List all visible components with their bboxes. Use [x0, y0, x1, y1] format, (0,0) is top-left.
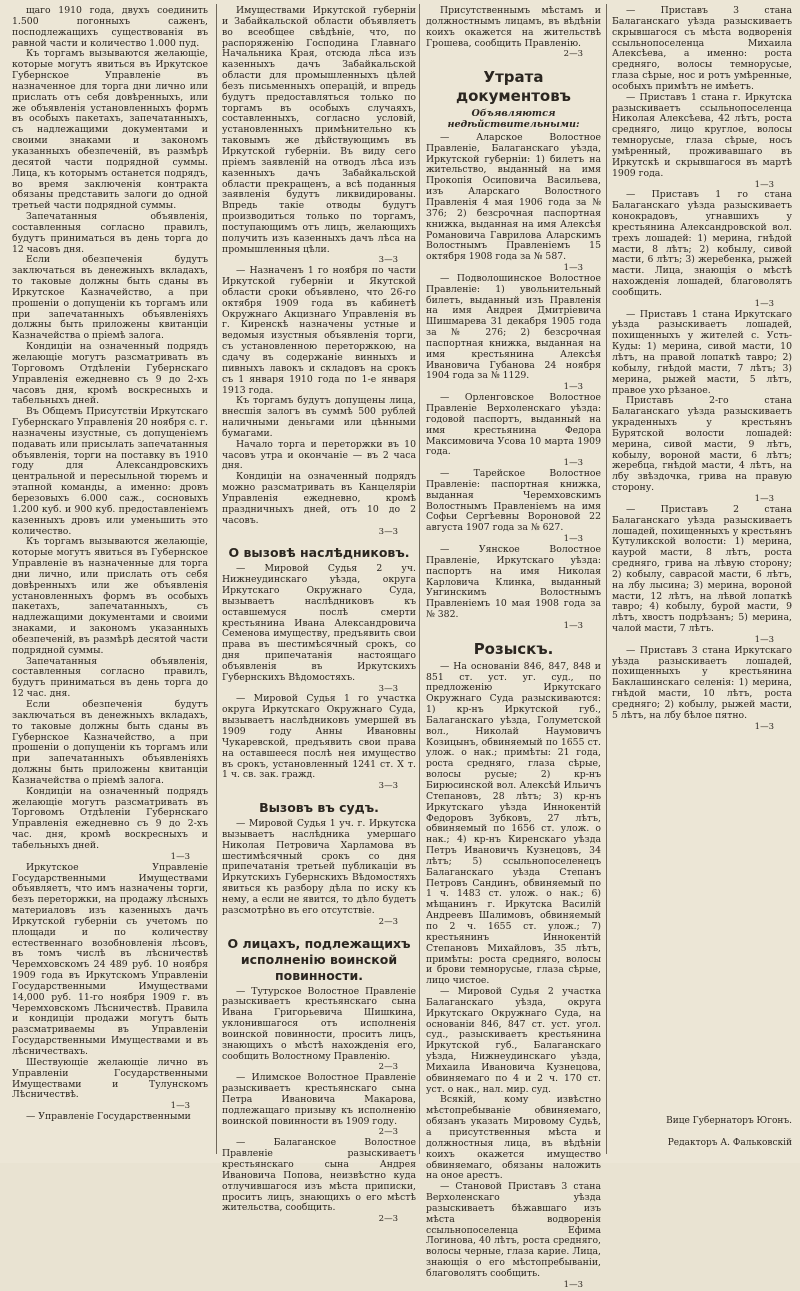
- paragraph: — Становой Приставъ 3 стана Верхоленскаго уѣзда разыскиваетъ бѣжавшаго изъ мѣста водворенія ссыльнопоселенца Ефима Логинова, 40 лѣтъ, роста средняго, волосы черные, глаза карие. Лица, знающія о его мѣстопребываніи, благоволятъ сообщить.: [426, 1181, 601, 1279]
- issue-marker: 1—3: [563, 1279, 583, 1290]
- column-2: [222, 5, 416, 1225]
- paragraph: Если обезпеченія будутъ заключаться въ денежныхъ вкладахъ, то таковые должны быть сданы въ Губернское Казначейство, а при прошеніи о допущеніи къ торгамъ или при запечатанныхъ объявленіяхъ должны быть приложены квитанціи Казначейства о пріемѣ залога.: [12, 699, 208, 786]
- paragraph: Кондиціи на означенный подрядъ желающіе могутъ разсматривать въ Торговомъ Отдѣленіи Губернскаго Управленія ежедневно съ 9 до 2-хъ часовъ дня, кромѣ воскресныхъ и табельныхъ дней.: [12, 341, 208, 407]
- paragraph: Кондиціи на означенный подрядъ можно разсматривать въ Канцеляріи Управленія ежедневно, кромѣ праздничныхъ дней, отъ 10 до 2 часовъ.: [222, 471, 416, 526]
- issue-marker: 1—3: [563, 382, 583, 393]
- paragraph: Запечатанныя объявленія, составленныя согласно правилъ, будутъ приниматься въ день торга до 12 часовъ дня.: [12, 211, 208, 255]
- vice-governor-signature: Вице Губернаторъ Югонъ.: [666, 1116, 792, 1126]
- section-heading-military-duty: О лицахъ, подлежащихъ исполненію воинской повинности.: [227, 935, 411, 983]
- paragraph: — На основаніи 846, 847, 848 и 851 ст. уст. уг. суд., по предложенію Иркутскаго Окружнаго Суда разыскиваются: 1) кр-нъ Иркутской губ., Балаганскаго уѣзда, Голуметской вол., Николай Наумовичъ Козицынъ, обвиняемый по 1655 ст. улож. о нак.; примѣты: 21 года, роста средняго, глаза сѣрые, волосы русые; 2) кр-нъ Бирюсинской вол. Алексѣй Ильичъ Степановъ, 28 лѣтъ; 3) кр-нъ Иркутскаго уѣзда Иннокентій Федоровъ Зубковъ, 27 лѣтъ, обвиняемый по 1656 ст. улож. о нак.; 4) кр-нъ Киренскаго уѣзда Петръ Ивановичъ Кузнецовъ, 34 лѣтъ; 5) ссыльнопоселенецъ Балаганскаго уѣзда Степанъ Петровъ Сандинъ, обвиняемый по 1 ч. 1483 ст. улож. о нак.; 6) мѣщанинъ г. Иркутска Василій Андреевъ Шалимовъ, обвиняемый по 2 ч. 1655 ст. улож.; 7) крестьянинъ Иннокентій Степановъ Михайловъ, 35 лѣтъ, примѣты: роста средняго, волосы и брови темнорусые, глаза сѣрые, лицо чистое.: [426, 660, 601, 987]
- issue-marker: 3—3: [378, 255, 398, 266]
- issue-marker: 3—3: [378, 781, 398, 792]
- paragraph: Если обезпеченія будутъ заключаться въ денежныхъ вкладахъ, то таковые должны быть сданы въ Иркутское Казначейство, а при прошеніи о допущеніи къ торгамъ или при запечатанныхъ объявленіяхъ должны быть приложены квитанціи Казначейства о пріемѣ залога.: [12, 254, 208, 342]
- issue-marker: 1—3: [754, 298, 774, 309]
- column-4: [612, 6, 792, 1086]
- issue-marker: 1—3: [754, 721, 774, 732]
- issue-marker: 2—3: [378, 916, 398, 927]
- paragraph: Къ торгамъ вызываются желающіе, которые могутъ явиться въ Иркутское Губернское Управленіе въ назначенное для торга дни лично или прислать отъ себя довѣренныхъ, или же объявленія установленныхъ формъ въ особыхъ пакетахъ, запечатанныхъ, съ надлежащими документами и своими знаками и закономъ указанныхъ обезпеченій, въ размѣрѣ десятой части подрядной суммы. Лица, къ которымъ останется подрядъ, во время заключенія контракта обязаны представить залоги до одной третьей части подрядной суммы.: [12, 48, 208, 212]
- paragraph: — Балаганское Волостное Правленіе разыскиваетъ крестьянскаго сына Андрея Ивановича Попова, неизвѣстно куда отлучившагося изъ мѣста приписки, проситъ лицъ, знающихъ о его мѣстѣ жительства, сообщить.: [222, 1137, 416, 1214]
- paragraph: — Тарейское Волостное Правленіе: паспортная книжка, выданная Черемховскимъ Волостнымъ Правленіемъ на имя Софьи Сергѣевны Вороновой 22 августа 1907 года за № 627.: [426, 468, 601, 534]
- paragraph: — Приставъ 1 стана Иркутскаго уѣзда разыскиваетъ лошадей, похищенныхъ у жителей с. Усть-Куды: 1) мерина, сивой масти, 10 лѣтъ, на правой лопаткѣ тавро; 2) кобылу, гнѣдой масти, 7 лѣтъ; 3) мерина, рыжей масти, 5 лѣтъ, правое ухо рѣзаное.: [612, 308, 792, 396]
- paragraph: щаго 1910 года, двухъ соединить 1.500 погонныхъ саженъ, посподлежащихъ существованія въ равной части и количество 1.000 пуд.: [12, 5, 208, 49]
- column-1: [12, 6, 208, 1158]
- paragraph: — Тутурское Волостное Правленіе разыскиваетъ крестьянскаго сына Ивана Григорьевича Шишкина, уклонившагося отъ исполненія воинской повинности, проситъ лицъ, знающихъ о мѣстѣ нахожденія его, сообщить Волостному Правленію.: [222, 985, 416, 1062]
- paragraph: Всякій, кому извѣстно мѣстопребываніе обвиняемаго, обязанъ указать Мировому Судьѣ, а присутственныя мѣста и должностныя лица, въ вѣдѣніи коихъ окажется имущество обвиняемаго, обязаны наложить на оное арестъ.: [426, 1094, 601, 1182]
- editor-signature: Редакторъ А. Фальковскій: [667, 1138, 792, 1148]
- paragraph: Къ торгамъ будутъ допущены лица, внесшія залогъ въ суммѣ 500 рублей наличными деньгами или цѣнными бумагами.: [222, 395, 416, 439]
- paragraph: Присутственнымъ мѣстамъ и должностнымъ лицамъ, въ вѣдѣніи коихъ окажется на жительствѣ Грошева, сообщить Правленію.: [426, 5, 601, 49]
- column-rule: [216, 4, 217, 1154]
- paragraph: Иркутское Управленіе Государственными Имуществами объявляетъ, что имъ назначены торги, безъ переторжки, на продажу лѣсныхъ материаловъ изъ казенныхъ дачъ Иркутской губерніи съ учетомъ по площади и по количеству естественнаго возобновленія лѣсовъ, въ томъ числѣ въ лѣсничествѣ Черемховскомъ 24 489 руб. 10 ноября 1909 года въ Иркутскомъ Управленіи Государственными Имуществами 14,000 руб. 11-го ноября 1909 г. въ Черемховскомъ Лѣсничествѣ. Правила и кондиціи продажи могутъ быть разсматриваемы въ Управленіи Государственными Имуществами и въ лѣсничествахъ.: [12, 861, 208, 1057]
- issue-marker: 2—3: [378, 1127, 398, 1138]
- paragraph: Шествующіе желающіе лично въ Управленіи Государственными Имуществами и Тулунскомъ Лѣсничествѣ.: [12, 1056, 208, 1101]
- issue-marker: 2—3: [563, 49, 583, 60]
- issue-marker: 1—3: [563, 620, 583, 631]
- paragraph: — Подволошинское Волостное Правленіе: 1) увольнительный билетъ, выданный изъ Правленія на имя Андрея Дмитріевича Шишмарева 31 декабря 1905 года за № 276; 2) безсрочная паспортная книжка, выданная на имя крестьянина Алексѣя Ивановича Губанова 24 ноября 1904 года за № 1129.: [426, 272, 601, 382]
- issue-marker: 1—3: [170, 851, 190, 862]
- paragraph: Къ торгамъ вызываются желающіе, которые могутъ явиться въ Губернское Управленіе въ назначенные для торга дни лично, или прислать отъ себя довѣренныхъ или же объявленія установленныхъ формъ въ особыхъ пакетахъ, запечатанныхъ, съ надлежащими документами и своими знаками, и закономъ указанныхъ обезпеченій, въ размѣрѣ десятой части подрядной суммы.: [12, 536, 208, 656]
- issue-marker: 1—3: [563, 263, 583, 274]
- paragraph: — Аларское Волостное Правленіе, Балаганскаго уѣзда, Иркутской губерніи: 1) билетъ на жительство, выданный на имя Прокопія Осиповича Васильева, изъ Аларскаго Волостного Правленія 4 мая 1906 года за № 376; 2) безсрочная паспортная книжка, выданная на имя Алексѣя Романовича Гаврилова Аларскимъ Волостнымъ Правленіемъ 15 октября 1908 года за № 587.: [426, 131, 601, 263]
- section-heading-court-summons: Вызовъ въ судъ.: [259, 800, 379, 816]
- issue-marker: 2—3: [378, 1062, 398, 1073]
- issue-marker: 1—3: [754, 634, 774, 645]
- issue-marker: 3—3: [378, 683, 398, 694]
- paragraph: — Управленіе Государственными: [26, 1111, 191, 1123]
- paragraph: Приставъ 2-го стана Балаганскаго уѣзда разыскиваетъ украденныхъ у крестьянъ Бурятской волости лошадей: мерина, сивой масти, 9 лѣтъ, кобылу, вороной масти, 6 лѣтъ; жеребца, гнѣдой масти, 4 лѣтъ, на лбу звѣздочка, грива на правую сторону.: [612, 395, 792, 494]
- paragraph: — Приставъ 3 стана Иркутскаго уѣзда разыскиваетъ лошадей, похищенныхъ у крестьянина Баклашинскаго селенія: 1) мерина, гнѣдой масти, 10 лѣтъ, роста средняго; 2) кобылу, рыжей масти, 5 лѣтъ, на лбу бѣлое пятно.: [612, 644, 792, 721]
- paragraph: — Приставъ 2 стана Балаганскаго уѣзда разыскиваетъ лошадей, похищенныхъ у крестьянъ Кутуликской волости: 1) мерина, каурой масти, 8 лѣтъ, роста средняго, грива на лѣвую сторону; 2) кобылу, саврасой масти, 6 лѣтъ, на лбу лысина; 3) мерина, вороной масти, 12 лѣтъ, на лѣвой лопаткѣ тавро; 4) кобылу, бурой масти, 9 лѣтъ, хвостъ подрѣзанъ; 5) мерина, чалой масти, 7 лѣтъ.: [612, 503, 792, 635]
- paragraph: — Приставъ 1 го стана Балаганскаго уѣзда разыскиваетъ конокрадовъ, угнавшихъ у крестьянина Александровской вол. трехъ лошадей: 1) мерина, гнѣдой масти, 8 лѣтъ; 2) кобылу, сивой масти, 6 лѣтъ; 3) жеребенка, рыжей масти. Лица, знающія о мѣстѣ нахожденія лошадей, благоволятъ сообщить.: [612, 189, 792, 298]
- paragraph: Имуществами Иркутской губерніи и Забайкальской области объявляетъ во всеобщее свѣдѣніе, что, по распоряженію Господина Главнаго Начальника Края, отсюда лѣса изъ казенныхъ дачъ Забайкальской области для промышленныхъ цѣлей безъ письменныхъ операцій, и впредь будутъ предоставляться только по торгамъ въ особыхъ случаяхъ, составленныхъ, согласно условій, установленныхъ примѣнительно къ таковымъ же дѣйствующимъ въ Иркутской губерніи. Въ виду сего пріемъ заявленій на отводъ лѣса изъ казенныхъ дачъ Забайкальской области прекращенъ, а всѣ поданныя заявленія будутъ ликвидированы. Впредь такіе отводы будутъ производиться только по торгамъ, поступающимъ отъ лицъ, желающихъ получить изъ казенныхъ дачъ лѣса на промышленныя цѣли.: [222, 5, 416, 255]
- paragraph: — Мировой Судья 2 уч. Нижнеудинскаго уѣзда, округа Иркутскаго Окружнаго Суда, вызываетъ наслѣдниковъ къ оставшемуся послѣ смерти крестьянина Ивана Александровича Семенова имуществу, предъявить свои права въ шестимѣсячный срокъ, со дня припечатанія настоящаго объявленія въ Иркутскихъ Губернскихъ Вѣдомостяхъ.: [222, 563, 416, 683]
- paragraph: Въ Общемъ Присутствіи Иркутскаго Губернскаго Управленія 20 ноября с. г. назначены изустные, съ допущеніемъ подавать или присылать запечатанныя объявленія, торги на поставку въ 1910 году для Александровскихъ центральной и пересыльной тюремъ и этапной команды, а именно: дровъ березовыхъ 6.000 саж., сосновыхъ 1.200 куб. и 900 куб. предоставленіемъ казенныхъ дровъ или уменьшить это количество.: [12, 406, 208, 537]
- issue-marker: 3—3: [378, 526, 398, 537]
- issue-marker: 1—3: [563, 458, 583, 469]
- paragraph: Кондиціи на означенный подрядъ желающіе могутъ разсматривать въ Торговомъ Отдѣленіи Губернскаго Управленія ежедневно съ 9 до 2-хъ час. дня, кромѣ воскресныхъ и табельныхъ дней.: [12, 785, 208, 851]
- issue-marker: 1—3: [170, 1101, 190, 1112]
- column-rule: [606, 4, 607, 1154]
- issue-marker: 2—3: [378, 1214, 398, 1225]
- issue-marker: 1—3: [754, 179, 774, 190]
- issue-marker: 1—3: [563, 534, 583, 545]
- column-rule: [419, 4, 420, 1154]
- paragraph: — Илимское Волостное Правленіе разыскиваетъ крестьянскаго сына Петра Ивановича Макарова, подлежащаго призыву къ исполненію воинской повинности въ 1909 году.: [222, 1072, 416, 1127]
- paragraph: — Орленговское Волостное Правленіе Верхоленскаго уѣзда: годовой паспортъ, выданный на имя крестьянина Федора Максимовича Усова 10 марта 1909 года.: [426, 392, 601, 458]
- paragraph: — Мировой Судья 1 го участка округа Иркутскаго Окружнаго Суда, вызываетъ наслѣдниковъ умершей въ 1909 году Анны Ивановны Чукаревской, предъявить свои права на оставшееся послѣ нея имущество въ срокъ, установленный 1241 ст. X т. 1 ч. св. зак. гражд.: [222, 693, 416, 781]
- paragraph: — Назначенъ 1 го ноября по части Иркутской губерніи и Якутской области сроки объявлено, что 26-го октября 1909 года въ кабинетѣ Окружнаго Акцизнаго Управленія въ г. Киренскѣ назначены устные и ведомыя изустныя объявленія торги, съ установленною переторжкою, на сдачу въ содержаніе винныхъ и пивныхъ лавокъ и складовъ на срокъ съ 1 января 1910 года по 1-е января 1913 года.: [222, 265, 416, 396]
- paragraph: — Уянское Волостное Правленіе, Иркутскаго уѣзда: паспортъ на имя Николая Карловича Клинка, выданный Унгинскимъ Волостнымъ Правленіемъ 10 мая 1908 года за № 382.: [426, 543, 601, 621]
- column-3: [426, 5, 601, 1290]
- section-heading-lost-documents: Утрата документовъ: [456, 68, 571, 106]
- section-heading-search: Розыскъ.: [473, 639, 554, 658]
- paragraph: — Приставъ 3 стана Балаганскаго уѣзда разыскиваетъ скрывшагося съ мѣста водворенія ссыльнопоселенца Михаила Алексѣева, а именно: роста средняго, волосы темнорусые, глаза сѣрые, нос и ротъ умѣренные, особыхъ примѣтъ не имѣетъ.: [612, 5, 792, 92]
- section-heading-heirs: О вызовѣ наслѣдниковъ.: [228, 545, 410, 561]
- paragraph: Начало торга и переторжки въ 10 часовъ утра и окончаніе — въ 2 часа дня.: [222, 438, 416, 472]
- section-subheading: Объявляются недѣйствительными:: [447, 108, 580, 131]
- paragraph: — Приставъ 1 стана г. Иркутска разыскиваетъ ссыльнопоселенца Николая Алексѣева, 42 лѣтъ, роста средняго, лицо круглое, волосы темнорусые, глаза сѣрые, носъ умѣренный, проживавшаго въ Иркутскѣ и скрывшагося въ мартѣ 1909 года.: [612, 91, 792, 179]
- paragraph: — Мировой Судья 1 уч. г. Иркутска вызываетъ наслѣдника умершаго Николая Петровича Харламова въ шестимѣсячный срокъ со дня припечатанія третьей публикаціи въ Иркутскихъ Губернскихъ Вѣдомостяхъ явиться къ разбору дѣла по иску къ нему, а если не явится, то дѣло будетъ разсмотрѣно въ его отсутствіе.: [222, 818, 416, 916]
- issue-marker: 1—3: [754, 493, 774, 504]
- paragraph: — Мировой Судья 2 участка Балаганскаго уѣзда, округа Иркутскаго Окружнаго Суда, на основаніи 846, 847 ст. уст. угол. суд., разыскиваетъ крестьянина Иркутской губ., Балаганскаго уѣзда, Нижнеудинскаго уѣзда, Михаила Ивановича Кузнецова, обвиняемаго по 4 и 2 ч. 170 ст. уст. о нак., нал. мир. суд.: [426, 986, 601, 1095]
- paragraph: Запечатанныя объявленія, составленныя согласно правилъ, будутъ приниматься въ день торга до 12 час. дня.: [12, 655, 208, 700]
